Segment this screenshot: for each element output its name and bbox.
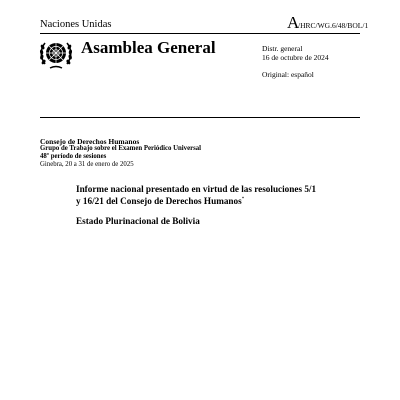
report-title: [76, 183, 376, 207]
report-title-line-2: y 16/21 del Consejo de Derechos Humanos: [76, 196, 242, 207]
document-date: 16 de octubre de 2024: [262, 53, 329, 62]
assembly-title: Asamblea General: [81, 38, 216, 57]
council-name: Consejo de Derechos Humanos: [40, 137, 140, 146]
session-place-dates: Ginebra, 20 a 31 de enero de 2025: [40, 161, 134, 168]
document-symbol: /HRC/WG.6/48/BOL/1: [298, 21, 369, 30]
un-emblem-icon: [38, 37, 74, 73]
original-language: Original: español: [262, 70, 314, 79]
header-divider: [40, 33, 360, 34]
organization-name: Naciones Unidas: [40, 19, 112, 30]
report-title-line-2-wrap: [76, 195, 376, 207]
footnote-marker[interactable]: *: [241, 197, 245, 203]
report-title-line-1: Informe nacional presentado en virtud de las resoluciones 5/1: [76, 184, 317, 194]
working-group-name: Grupo de Trabajo sobre el Examen Periódico Universal: [40, 145, 202, 152]
session-number: 48º período de sesiones: [40, 153, 107, 160]
country-name: Estado Plurinacional de Bolivia: [76, 216, 200, 226]
masthead-divider: [40, 117, 360, 118]
distribution-label: Distr. general: [262, 44, 303, 53]
document-symbol-letter: A: [287, 13, 300, 32]
